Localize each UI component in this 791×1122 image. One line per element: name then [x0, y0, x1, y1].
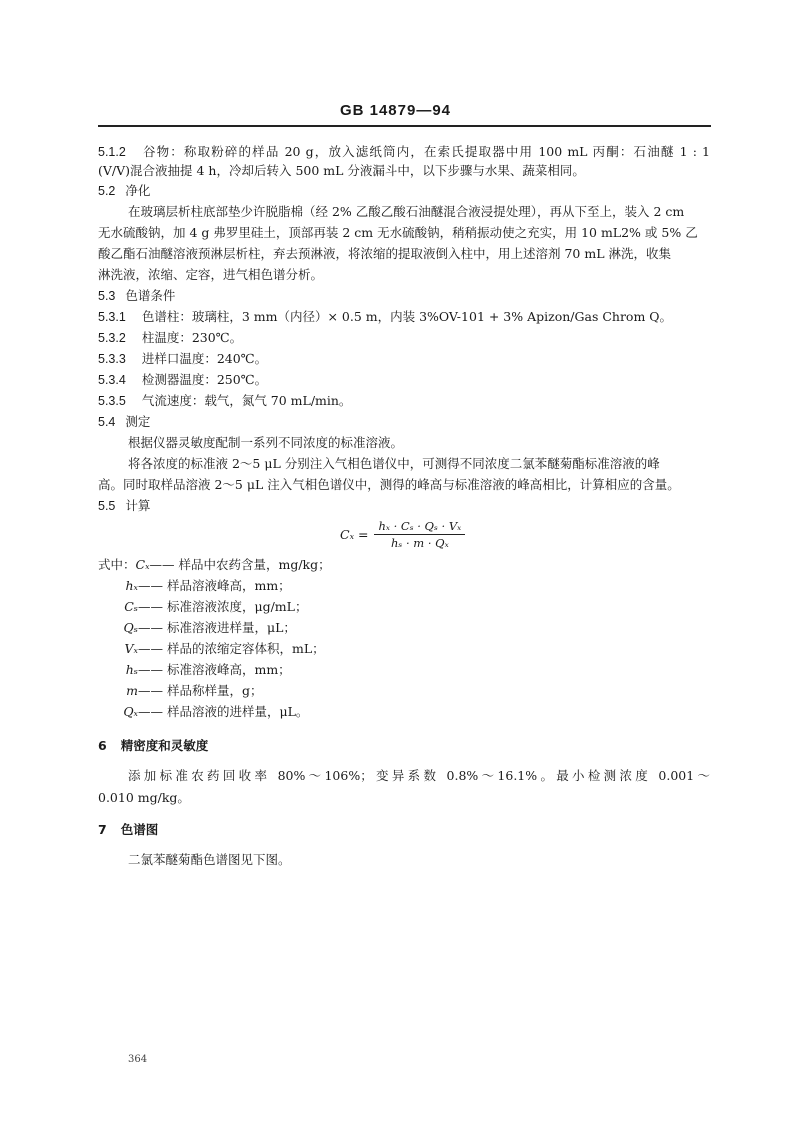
- paragraph-text: 谷物：称取粉碎的样品 20 g，放入滤纸筒内，在索氏提取器中用 100 mL 丙酮：石油醚 1 : 1: [141, 144, 710, 159]
- item-number: 5.3.5: [98, 394, 126, 408]
- section-5-4-heading: [98, 413, 150, 431]
- calculation-formula: [340, 516, 465, 552]
- section-title: 色谱图: [120, 822, 159, 837]
- fraction-bar: [374, 534, 465, 535]
- measurement-paragraph-2a: 将各浓度的标准液 2～5 μL 分别注入气相色谱仪中，可测得不同浓度二氯苯醚菊酯标准溶液的峰: [128, 456, 660, 471]
- section-5-5-heading: [98, 497, 150, 515]
- item-number: 5.3.4: [98, 373, 126, 387]
- variable-definition: [98, 703, 308, 721]
- condition-item: [98, 371, 267, 389]
- variable-text: —— 样品的浓缩定容体积，mL；: [138, 641, 325, 656]
- section-5-3-heading: [98, 287, 175, 305]
- section-5-1-2-line2: (V/V)混合液抽提 4 h，冷却后转入 500 mL 分液漏斗中，以下步骤与水果、蔬菜相同。: [98, 163, 585, 178]
- condition-item: [98, 308, 672, 326]
- condition-item: [98, 392, 351, 410]
- variable-symbol: Qₓ: [123, 704, 138, 719]
- section-number: 6: [98, 738, 107, 753]
- variable-definition: [98, 577, 291, 595]
- item-text: 柱温度：230℃。: [141, 330, 243, 345]
- variable-symbol: hₓ: [125, 578, 138, 593]
- variable-definition: [98, 640, 325, 658]
- item-number: 5.3.3: [98, 352, 126, 366]
- standard-code-header: GB 14879—94: [339, 102, 452, 119]
- section-number: 5.4: [98, 415, 116, 429]
- variable-text: —— 样品称样量，g；: [138, 683, 263, 698]
- section-number: 5.1.2: [98, 145, 126, 159]
- formula-lhs: Cₓ =: [340, 526, 369, 542]
- variable-definition: [98, 598, 307, 616]
- formula-denominator: hₛ · m · Qₓ: [391, 535, 449, 550]
- section-title: 色谱条件: [125, 288, 176, 303]
- variable-symbol: m: [126, 683, 138, 698]
- item-number: 5.3.2: [98, 331, 126, 345]
- condition-item: [98, 329, 242, 347]
- section-title: 净化: [125, 183, 151, 198]
- section-5-2-heading: [98, 182, 150, 200]
- cleanup-paragraph-line4: 淋洗液，浓缩、定容，进气相色谱分析。: [98, 267, 324, 282]
- cleanup-paragraph-line2: 无水硫酸钠，加 4 g 弗罗里硅土，顶部再装 2 cm 无水硫酸钠，稍稍振动使之充实，用 10 mL2% 或 5% 乙: [98, 225, 698, 240]
- variable-definition: [98, 619, 296, 637]
- section-number: 5.3: [98, 289, 116, 303]
- section-title: 测定: [125, 414, 151, 429]
- where-prefix: 式中：: [98, 557, 136, 572]
- measurement-paragraph-1: 根据仪器灵敏度配制一系列不同浓度的标准溶液。: [128, 435, 404, 450]
- item-text: 进样口温度：240℃。: [141, 351, 268, 366]
- chromatogram-note: 二氯苯醚菊酯色谱图见下图。: [128, 852, 291, 867]
- section-number: 7: [98, 822, 107, 837]
- variable-definition: [98, 556, 331, 574]
- variable-definition: [98, 682, 262, 700]
- variable-text: —— 标准溶液进样量，μL；: [138, 620, 296, 635]
- section-title: 精密度和灵敏度: [120, 738, 209, 753]
- variable-symbol: Cₛ: [124, 599, 138, 614]
- variable-symbol: hₛ: [125, 662, 138, 677]
- formula-numerator: hₓ · Cₛ · Qₛ · Vₓ: [378, 518, 462, 533]
- section-title: 计算: [125, 498, 151, 513]
- variable-text: —— 样品中农药含量，mg/kg；: [149, 557, 331, 572]
- variable-symbol: Vₓ: [124, 641, 138, 656]
- measurement-paragraph-2b: 高。同时取样品溶液 2～5 μL 注入气相色谱仪中，测得的峰高与标准溶液的峰高相比，计算相应的含量。: [98, 477, 680, 492]
- formula-fraction: [374, 519, 465, 550]
- section-number: 5.5: [98, 499, 116, 513]
- variable-symbol: Cₓ: [135, 557, 150, 572]
- variable-text: —— 标准溶液浓度，μg/mL；: [138, 599, 308, 614]
- section-7-heading: [98, 821, 158, 839]
- cleanup-paragraph-line3: 酸乙酯石油醚溶液预淋层析柱，弃去预淋液，将浓缩的提取液倒入柱中，用上述溶剂 70 mL 淋洗，收集: [98, 246, 671, 261]
- variable-text: —— 标准溶液峰高，mm；: [138, 662, 291, 677]
- section-number: 5.2: [98, 184, 116, 198]
- cleanup-paragraph-line1: 在玻璃层析柱底部垫少许脱脂棉（经 2% 乙酸乙酸石油醚混合液浸提处理），再从下至上，装入 2 cm: [128, 204, 685, 219]
- section-5-1-2-line1: [98, 143, 710, 161]
- variable-symbol: Qₛ: [123, 620, 138, 635]
- header-rule: [98, 125, 711, 127]
- item-text: 气流速度：载气，氮气 70 mL/min。: [141, 393, 352, 408]
- page-number: 364: [128, 1054, 148, 1065]
- condition-item: [98, 350, 267, 368]
- variable-text: —— 样品溶液峰高，mm；: [138, 578, 291, 593]
- variable-text: —— 样品溶液的进样量，μL。: [138, 704, 309, 719]
- precision-line2: 0.010 mg/kg。: [98, 790, 190, 805]
- section-6-heading: [98, 737, 208, 755]
- item-text: 检测器温度：250℃。: [141, 372, 268, 387]
- precision-line1: 添加标准农药回收率 80%～106%；变异系数 0.8%～16.1%。最小检测浓度 0.001～: [128, 768, 710, 783]
- item-text: 色谱柱：玻璃柱，3 mm（内径）× 0.5 m，内装 3%OV-101 + 3% Apizon/Gas Chrom Q。: [141, 309, 673, 324]
- item-number: 5.3.1: [98, 310, 126, 324]
- variable-definition: [98, 661, 291, 679]
